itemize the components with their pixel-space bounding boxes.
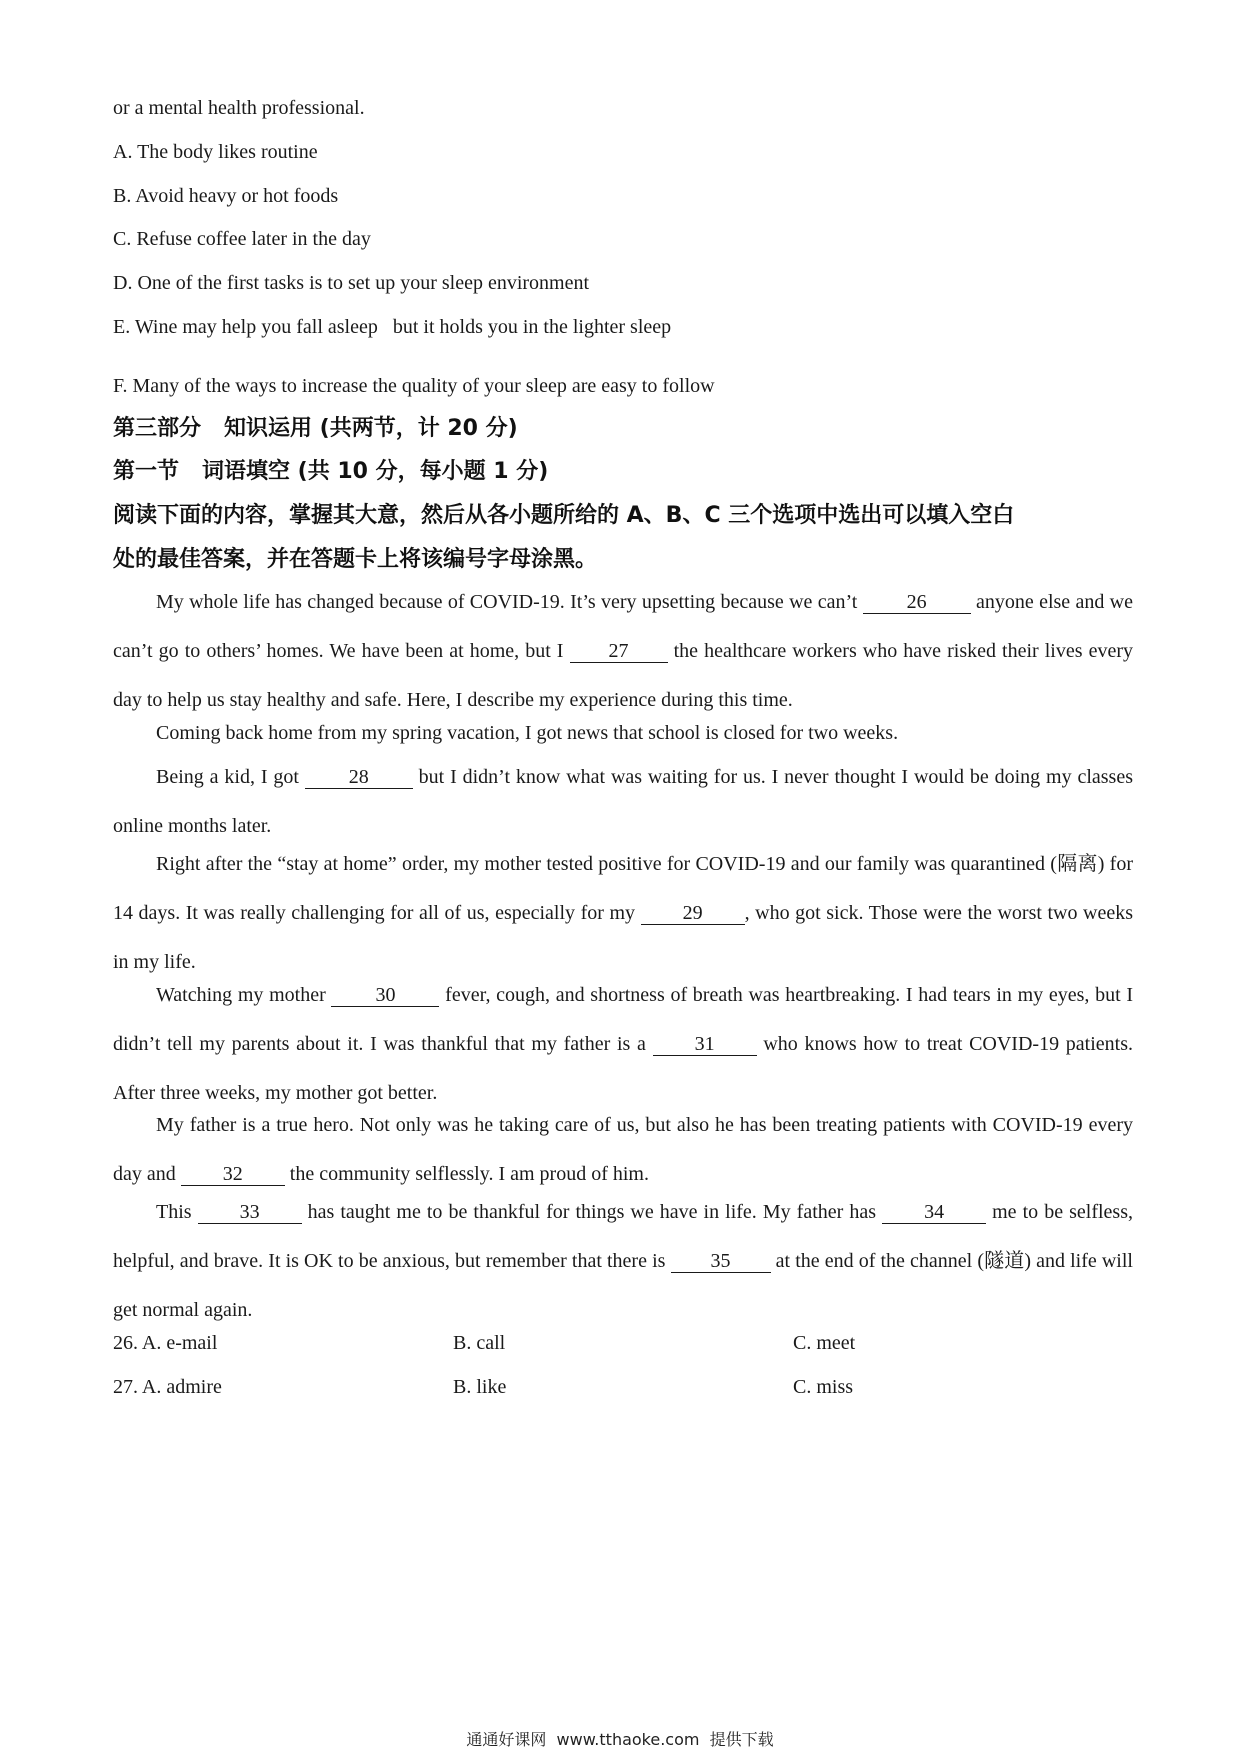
question-26-option-b: B. call [453,1332,506,1354]
passage-text: Right after the “stay at home” order, my mother tested positive for COVID-19 and our family was quarantined (隔离) for 14 days. It was really challenging for all of us, especially for my [113,853,1133,924]
blank-27: 27 [570,640,668,663]
passage-text: the community selflessly. I am proud of him. [284,1163,649,1185]
passage-text: My father is a true hero. Not only was he taking care of us, but also he has been treating patients with COVID-19 every day and [113,1114,1133,1185]
passage-text: who knows how to treat COVID-19 patients. After three weeks, my mother got better. [113,1033,1133,1104]
passage-paragraph-4 [113,840,1133,987]
option-b: B. Avoid heavy or hot foods [113,185,339,207]
page-footer: 通通好课网 www.tthaoke.com 提供下载 [466,1730,774,1749]
blank-35: 35 [671,1250,771,1273]
blank-30: 30 [331,984,439,1007]
continuation-line: or a mental health professional. [113,97,365,119]
passage-text: but I didn’t know what was waiting for us. I never thought I would be doing my classes online months later. [113,766,1133,837]
blank-33: 33 [198,1201,302,1224]
passage-text: My whole life has changed because of COVID-19. It’s very upsetting because we can’t [156,591,863,613]
passage-text: anyone else and we can’t go to others’ homes. We have been at home, but I [113,591,1133,662]
question-26-option-a: 26. A. e-mail [113,1332,218,1354]
passage-paragraph-5 [113,971,1133,1118]
blank-29: 29 [641,902,745,925]
blank-26: 26 [863,591,971,614]
question-27-option-b: B. like [453,1376,507,1398]
option-c: C. Refuse coffee later in the day [113,228,371,250]
passage-paragraph-3 [113,753,1133,851]
passage-paragraph-6 [113,1101,1133,1199]
passage-paragraph-2: Coming back home from my spring vacation, I got news that school is closed for two weeks. [156,722,899,744]
instruction-line-2: 处的最佳答案，并在答题卡上将该编号字母涂黑。 [113,547,598,572]
option-d: D. One of the first tasks is to set up your sleep environment [113,272,590,294]
blank-31: 31 [653,1033,757,1056]
passage-text: the healthcare workers who have risked their lives every day to help us stay healthy and safe. Here, I describe my experience during this time. [113,640,1133,711]
passage-text: fever, cough, and shortness of breath was heartbreaking. I had tears in my eyes, but I didn’t tell my parents about it. I was thankful that my father is a [113,984,1133,1055]
question-26-option-c: C. meet [793,1332,856,1354]
passage-text: Being a kid, I got [156,766,305,788]
passage-text: , who got sick. Those were the worst two weeks in my life. [113,902,1133,973]
instruction-line-1: 阅读下面的内容，掌握其大意，然后从各小题所给的 A、B、C 三个选项中选出可以填入空白 [113,503,1015,528]
passage-text: me to be selfless, helpful, and brave. It is OK to be anxious, but remember that there is [113,1201,1134,1272]
blank-34: 34 [882,1201,986,1224]
question-27-option-c: C. miss [793,1376,854,1398]
blank-28: 28 [305,766,413,789]
passage-paragraph-1 [113,578,1133,725]
passage-text: has taught me to be thankful for things we have in life. My father has [301,1201,883,1223]
blank-32: 32 [181,1163,285,1186]
section1-heading: 第一节 词语填空 (共 10 分，每小题 1 分) [113,459,549,484]
option-a: A. The body likes routine [113,141,318,163]
question-27-option-a: 27. A. admire [113,1376,222,1398]
passage-text: Watching my mother [156,984,332,1006]
part3-heading: 第三部分 知识运用 (共两节，计 20 分) [113,416,518,441]
passage-text: This [156,1201,198,1223]
passage-paragraph-7 [113,1188,1133,1335]
option-f: F. Many of the ways to increase the quality of your sleep are easy to follow [113,375,715,397]
passage-text: at the end of the channel (隧道) and life will get normal again. [113,1250,1133,1321]
option-e: E. Wine may help you fall asleep but it holds you in the lighter sleep [113,316,672,338]
